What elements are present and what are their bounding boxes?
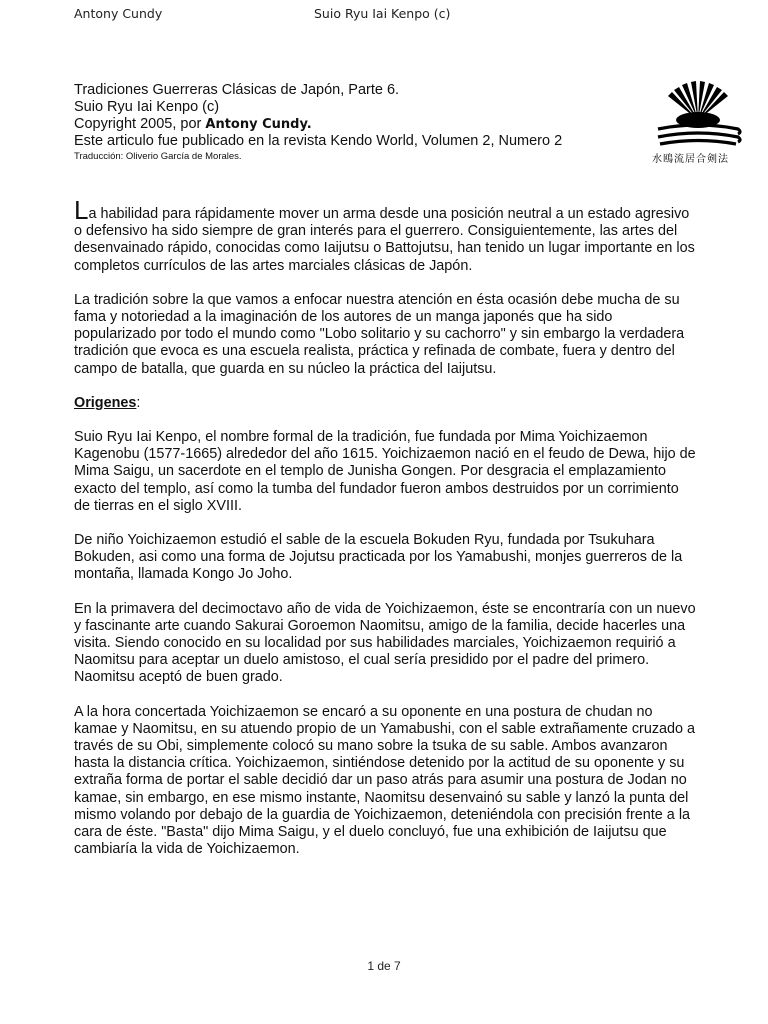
paragraph-intro-text: a habilidad para rápidamente mover un arma desde una posición neutral a un estado agresivo o defensivo ha sido siempre de gran interés para el guerrero. Consiguientemente, las artes del desenvainado rápido, conocidas como Iaijutsu o Battojutsu, han tenido un lugar importante en los completos currículos de las artes marciales clásicas de Japón. [74, 206, 695, 274]
heading-origins-text: Origenes [74, 394, 137, 411]
paragraph-childhood: De niño Yoichizaemon estudió el sable de la escuela Bokuden Ryu, fundada por Tsukuhara Bokuden, asi como una forma de Jojutsu practicada por los Yamabushi, monjes guerreros de la montaña, llamada Kongo Jo Joho. [74, 532, 683, 583]
paragraph-founding: Suio Ryu Iai Kenpo, el nombre formal de la tradición, fue fundada por Mima Yoichizaemon Kagenobu (1577-1665) alrededor del año 1615. Yoichizaemon nació en el feudo de Dewa, hijo de Mima Saigu, un sacerdote en el templo de Junisha Gongen. Por desgracia el emplazamiento exacto del templo, así como la tumba del fundador fueron ambos destruidos por un corrimiento de tierras en el siglo XVIII. [74, 429, 696, 514]
school-crest-logo [648, 80, 752, 174]
masthead [74, 82, 634, 163]
publication-line: Este articulo fue publicado en la revista Kendo World, Volumen 2, Numero 2 [74, 133, 563, 149]
suio-ryu-crest-icon [648, 80, 748, 150]
paragraph-duel: A la hora concertada Yoichizaemon se encaró a su oponente en una postura de chudan no kamae y Naomitsu, en su atuendo propio de un Yamabushi, con el sable extrañamente cruzado a través de su Obi, simplemente colocó su mano sobre la tsuka de su sable. Ambos avanzaron hasta la distancia crítica. Yoichizaemon, sintiéndose detenido por la actitud de su oponente y su extraña forma de portar el sable decidió dar un paso atrás para asumir una postura de Jodan no kamae, sin embargo, en ese mismo instante, Naomitsu desenvainó su sable y lanzó la punta del mismo volando por debajo de la guardia de Yoichizaemon, deteniéndola con precisión frente a la cara de éste. "Basta" dijo Mima Saigu, y el duelo concluyó, fue una exhibición de Iaijutsu que cambiaría la vida de Yoichizaemon. [74, 703, 696, 858]
article-body [74, 195, 698, 876]
work-title: Suio Ryu Iai Kenpo (c) [74, 99, 220, 115]
paragraph-visit: En la primavera del decimoctavo año de vida de Yoichizaemon, éste se encontraría con un nuevo y fascinante arte cuando Sakurai Goroemon Naomitsu, amigo de la familia, decide hacerles una visita. Siendo conocido en su localidad por sus habilidades marciales, Yoichizaemon requirió a Naomitsu para aceptar un duelo amistoso, el cual sería presidido por el padre del primero. Naomitsu aceptó de buen grado. [74, 600, 696, 686]
copyright-prefix: Copyright 2005, por [74, 116, 206, 132]
translation-credit: Traducción: Oliverio García de Morales. [74, 151, 242, 162]
series-line: Tradiciones Guerreras Clásicas de Japón, Parte 6. [74, 82, 400, 98]
header-author: Antony Cundy [74, 6, 163, 21]
copyright-line [74, 116, 634, 133]
header-title: Suio Ryu Iai Kenpo (c) [314, 6, 451, 21]
heading-colon: : [136, 394, 141, 411]
paragraph-tradition: La tradición sobre la que vamos a enfocar nuestra atención en ésta ocasión debe mucha de su fama y notoriedad a la imaginación de los autores de un manga japonés que ha sido popularizado por todo el mundo como "Lobo solitario y su cachorro" y sin embargo la verdadera tradición que evoca es una escuela realista, práctica y refinada de combate, fuera y dentro del campo de batalla, que guarda en su núcleo la práctica del Iaijutsu. [74, 291, 685, 377]
paragraph-intro [74, 195, 698, 275]
school-name-kanji: 水鴎流居合剣法 [652, 154, 729, 165]
copyright-author: Antony Cundy. [205, 117, 312, 132]
page-number: 1 de 7 [367, 959, 401, 973]
running-header [74, 6, 694, 24]
initial-letter: L [74, 195, 89, 225]
section-heading-origins [74, 395, 698, 412]
